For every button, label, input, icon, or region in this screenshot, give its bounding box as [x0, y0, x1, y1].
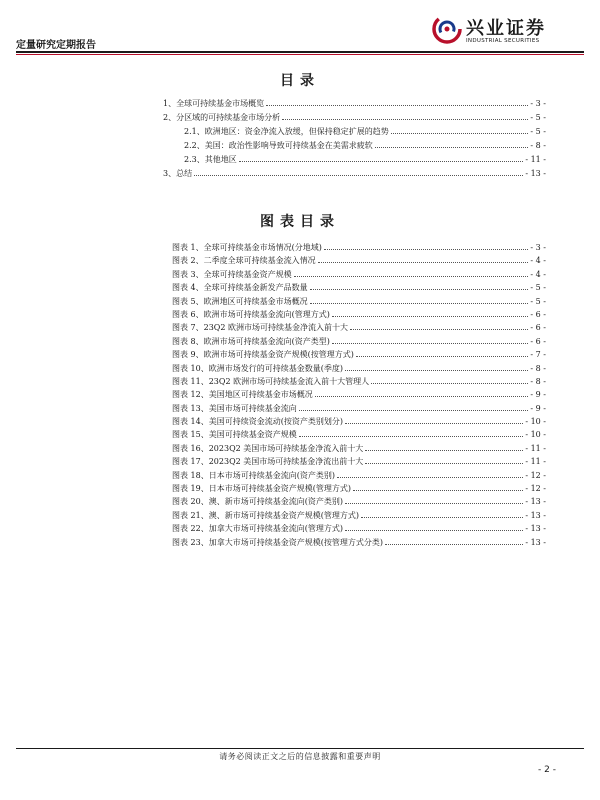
dot-leader	[345, 503, 523, 504]
figure-entry-text: 图表 18、日本市场可持续基金流向(资产类别)	[172, 470, 335, 480]
figure-entry-page: - 13 -	[525, 524, 546, 534]
dot-leader	[371, 383, 528, 384]
toc-entry-page: - 5 -	[530, 113, 546, 123]
figure-entry-text: 图表 22、加拿大市场可持续基金流向(管理方式)	[172, 524, 343, 534]
dot-leader	[345, 530, 523, 531]
figure-entry-page: - 11 -	[525, 443, 546, 453]
figure-entry-text: 图表 15、美国可持续基金资产规模	[172, 430, 297, 440]
dot-leader	[356, 356, 529, 357]
header-accent-divider	[16, 54, 584, 55]
toc-entry-page: - 8 -	[530, 141, 546, 151]
figure-entry[interactable]	[172, 296, 546, 308]
figure-entry-page: - 13 -	[525, 510, 546, 520]
figure-entry[interactable]	[172, 537, 546, 549]
dot-leader	[282, 119, 528, 120]
figure-entry-page: - 7 -	[530, 350, 546, 360]
toc-entry[interactable]	[163, 126, 546, 138]
dot-leader	[266, 105, 528, 106]
figure-entry[interactable]	[172, 255, 546, 267]
toc-title: 目录	[280, 73, 320, 89]
toc-entry-text: 2.1、欧洲地区：资金净流入放缓，但保持稳定扩展的趋势	[184, 127, 389, 137]
figure-entry[interactable]	[172, 376, 546, 388]
dot-leader	[194, 175, 523, 176]
dot-leader	[365, 463, 523, 464]
dot-leader	[310, 303, 529, 304]
figure-entry-page: - 6 -	[530, 336, 546, 346]
logo-mark-icon	[432, 14, 462, 44]
figure-entry-page: - 8 -	[530, 363, 546, 373]
figure-entry[interactable]	[172, 363, 546, 375]
figure-entry-page: - 6 -	[530, 309, 546, 319]
figure-entry-page: - 10 -	[525, 430, 546, 440]
toc-entry[interactable]	[163, 168, 546, 180]
figure-entry[interactable]	[172, 349, 546, 361]
figure-entry-page: - 13 -	[525, 497, 546, 507]
dot-leader	[332, 343, 529, 344]
figure-entry[interactable]	[172, 456, 546, 468]
figure-entry-page: - 12 -	[525, 484, 546, 494]
figure-entry-text: 图表 16、2023Q2 美国市场可持续基金净流入前十大	[172, 443, 364, 453]
toc-entry-page: - 11 -	[525, 155, 546, 165]
toc-entry[interactable]	[163, 154, 546, 166]
figure-entry[interactable]	[172, 242, 546, 254]
figure-entry-page: - 5 -	[530, 283, 546, 293]
figure-entry-text: 图表 8、欧洲市场可持续基金流向(资产类型)	[172, 336, 330, 346]
dot-leader	[385, 544, 523, 545]
dot-leader	[294, 276, 529, 277]
figure-entry-text: 图表 20、澳、新市场可持续基金流向(资产类别)	[172, 497, 343, 507]
toc-entry-text: 3、总结	[163, 169, 193, 179]
figure-entry-page: - 6 -	[530, 323, 546, 333]
figure-entry[interactable]	[172, 483, 546, 495]
page-number: - 2 -	[538, 765, 556, 775]
figure-entry[interactable]	[172, 322, 546, 334]
logo-subtitle: INDUSTRIAL SECURITIES	[466, 38, 540, 44]
figure-entry-text: 图表 9、欧洲市场可持续基金资产规模(按管理方式)	[172, 350, 354, 360]
figure-entry-page: - 5 -	[530, 296, 546, 306]
toc-list	[163, 98, 546, 183]
dot-leader	[337, 477, 523, 478]
figure-entry[interactable]	[172, 336, 546, 348]
figure-entry-text: 图表 14、美国可持续资金流动(按资产类别划分)	[172, 417, 343, 427]
figure-entry-text: 图表 19、日本市场可持续基金资产规模(管理方式)	[172, 484, 351, 494]
dot-leader	[315, 396, 529, 397]
figure-entry-page: - 13 -	[525, 537, 546, 547]
figure-entry[interactable]	[172, 470, 546, 482]
toc-entry-page: - 3 -	[530, 99, 546, 108]
dot-leader	[375, 147, 529, 148]
figure-entry-text: 图表 10、欧洲市场发行的可持续基金数量(季度)	[172, 363, 343, 373]
dot-leader	[361, 517, 523, 518]
figure-entry-text: 图表 6、欧洲市场可持续基金流向(管理方式)	[172, 309, 330, 319]
figure-entry-text: 图表 3、全球可持续基金资产规模	[172, 269, 292, 279]
figure-entry-page: - 3 -	[530, 243, 546, 252]
toc-entry-text: 2.3、其他地区	[184, 155, 237, 165]
dot-leader	[345, 370, 528, 371]
dot-leader	[324, 249, 529, 250]
figure-entry[interactable]	[172, 496, 546, 508]
figure-entry[interactable]	[172, 416, 546, 428]
figure-entry[interactable]	[172, 403, 546, 415]
figure-entry-text: 图表 4、全球可持续基金新发产品数量	[172, 283, 308, 293]
dot-leader	[318, 262, 529, 263]
figure-entry[interactable]	[172, 429, 546, 441]
figures-list	[172, 242, 546, 550]
dot-leader	[239, 161, 524, 162]
figure-entry[interactable]	[172, 282, 546, 294]
figure-entry[interactable]	[172, 389, 546, 401]
figure-entry-text: 图表 1、全球可持续基金市场情况(分地域)	[172, 243, 322, 252]
figure-entry-text: 图表 21、澳、新市场可持续基金资产规模(管理方式)	[172, 510, 359, 520]
figure-entry-page: - 9 -	[530, 403, 546, 413]
dot-leader	[332, 316, 529, 317]
header-divider	[16, 51, 584, 53]
figure-entry-text: 图表 5、欧洲地区可持续基金市场概况	[172, 296, 308, 306]
figure-entry-text: 图表 12、美国地区可持续基金市场概况	[172, 390, 313, 400]
figure-entry-page: - 8 -	[530, 376, 546, 386]
figure-entry-page: - 9 -	[530, 390, 546, 400]
dot-leader	[353, 490, 523, 491]
toc-entry-page: - 5 -	[530, 127, 546, 137]
figure-entry-page: - 4 -	[530, 269, 546, 279]
figures-title: 图表目录	[260, 214, 340, 230]
figure-entry-page: - 10 -	[525, 417, 546, 427]
figure-entry[interactable]	[172, 443, 546, 455]
figure-entry[interactable]	[172, 269, 546, 281]
dot-leader	[299, 410, 529, 411]
dot-leader	[391, 133, 529, 134]
toc-entry-text: 2.2、美国：政治性影响导致可持续基金在美需求疲软	[184, 141, 373, 151]
footer-divider	[16, 748, 584, 749]
toc-entry-text: 1、全球可持续基金市场概览	[163, 99, 265, 108]
toc-entry[interactable]	[163, 98, 546, 110]
footer-disclaimer: 请务必阅读正文之后的信息披露和重要声明	[219, 752, 381, 761]
dot-leader	[345, 423, 523, 424]
dot-leader	[350, 329, 528, 330]
figure-entry-text: 图表 2、二季度全球可持续基金流入情况	[172, 256, 316, 266]
dot-leader	[365, 450, 523, 451]
figure-entry-text: 图表 11、23Q2 欧洲市场可持续基金流入前十大管理人	[172, 376, 370, 386]
figure-entry-text: 图表 17、2023Q2 美国市场可持续基金净流出前十大	[172, 457, 364, 467]
company-logo	[432, 14, 582, 50]
report-type-label: 定量研究定期报告	[16, 40, 96, 51]
figure-entry[interactable]	[172, 510, 546, 522]
figure-entry-text: 图表 23、加拿大市场可持续基金资产规模(按管理方式分类)	[172, 537, 383, 547]
logo-name: 兴业证券	[466, 18, 546, 39]
toc-entry-text: 2、分区域的可持续基金市场分析	[163, 113, 281, 123]
dot-leader	[310, 289, 529, 290]
figure-entry[interactable]	[172, 309, 546, 321]
dot-leader	[299, 436, 524, 437]
figure-entry[interactable]	[172, 523, 546, 535]
figure-entry-page: - 11 -	[525, 457, 546, 467]
figure-entry-page: - 4 -	[530, 256, 546, 266]
toc-entry-page: - 13 -	[525, 169, 546, 179]
figure-entry-text: 图表 7、23Q2 欧洲市场可持续基金净流入前十大	[172, 323, 349, 333]
figure-entry-text: 图表 13、美国市场可持续基金流向	[172, 403, 297, 413]
toc-entry[interactable]	[163, 112, 546, 124]
toc-entry[interactable]	[163, 140, 546, 152]
figure-entry-page: - 12 -	[525, 470, 546, 480]
